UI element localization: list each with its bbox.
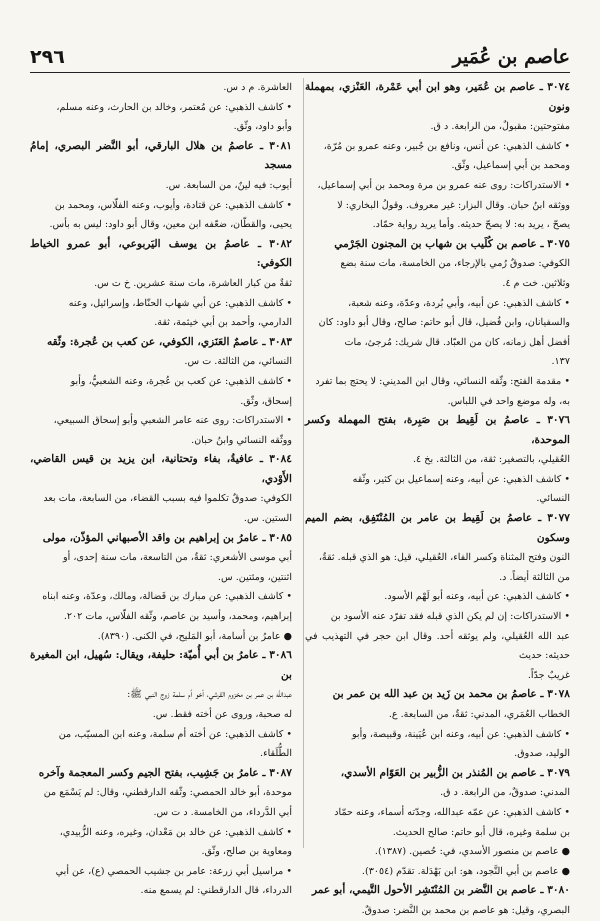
text-line: له صحبة، وروى عن أخته فقط. س. <box>152 709 292 720</box>
text-line: ١٣٧. <box>551 356 570 368</box>
text-line: العاشرة. م د س. <box>223 82 292 93</box>
text-line: • كاشف الذهبي: عن أبي شهاب الحنّاط، وإسرائيل، وعنه <box>68 297 292 309</box>
text-line: ومعاوية بن صالح، وثّق. <box>201 846 292 858</box>
header-rule <box>30 72 570 73</box>
text-line: عبدالله بن عمر بن مخزوم القرشي، أخو أم سلمة زوج النبي ﷺ: <box>127 689 292 701</box>
text-line: ● عاصم بن منصور الأسدي، في: حُصين. (١٣٨٧). <box>374 846 570 858</box>
text-line: • كاشف الذهبي: عن أبيه، وأبي بُردة، وعدّة، وعنه شعبة، <box>348 297 570 309</box>
text-line: ● عاصم بن أبي النَّجود، هو: ابن بَهْدَلة. تقدّم (٣٠٥٤). <box>361 865 570 877</box>
text-line: • كاشف الذهبي: عن عمّه عبدالله، وجدّته أسماء، وعنه حمّاد <box>334 806 570 818</box>
entry-heading-line: ٣٠٨٢ ـ عاصمُ بن يوسف اليَربوعي، أبو عمرو الخياط الكوفي: <box>30 237 292 270</box>
text-line: اثنتين، ومئتين. س. <box>217 571 292 583</box>
text-line: أفضل أهل زمانه، كان من العبّاد. قال شريك: مُرجئ، مات <box>344 336 570 348</box>
text-line: • الاستدراكات: روى عنه عامر الشعبي وأبو إسحاق السبيعي، <box>53 415 292 427</box>
text-line: موحدة، أبو خالد الحمصي: وثّقه الدارقطني، وقال: لم يَسْمَع من <box>43 787 292 799</box>
text-line: من الثالثة أيضاً. د. <box>499 571 570 583</box>
text-line: المدني: صدوقٌ، من الرابعة. د ق. <box>440 787 570 799</box>
text-line: بن سلمة وغيره، قال أبو حاتم: صالح الحديث. <box>392 826 570 838</box>
text-line: • مقدمة الفتح: وثّقه النسائي، وقال ابن المديني: لا يحتج بما تفرد <box>315 375 570 387</box>
text-line: • كاشف الذهبي: عن أبيه، وعنه إسماعيل بن كثير، وثّقه <box>352 473 570 485</box>
text-line: ووثّقه النسائي وابنُ حبان. <box>191 434 292 446</box>
text-line: به، وله موضع واحد في اللباس. <box>447 395 570 407</box>
page-number: ٢٩٦ <box>30 46 65 68</box>
text-line: وثلاثين. خت م ٤. <box>502 277 570 289</box>
column-divider <box>303 78 304 848</box>
text-line: • كاشف الذهبي: عن خالد بن مَعْدان، وغيره، وعنه الزُّبيدي، <box>59 826 292 838</box>
text-line: • الاستدراكات: روى عنه عمرو بن مرة ومحمد بن أبي إسماعيل، <box>317 179 570 191</box>
entry-heading-line: ٣٠٧٦ ـ عاصمُ بن لَقِيط بن صَبِرة، بفتح المهملة وكسر الموحدة، <box>305 414 570 446</box>
text-line: مفتوحتين: مقبولٌ، من الرابعة. د ق. <box>430 121 570 133</box>
text-line: • كاشف الذهبي: عن أنس، ونافع بن جُبير، وعنه عمرو بن مُرّة، <box>323 140 570 152</box>
text-line: • كاشف الذهبي: عن مُعتمر، وخالد بن الحارث، وعنه مسلم، <box>56 101 292 113</box>
entry-heading-line: ٣٠٨٦ ـ عامرُ بن أبي أُميّة: حليفة، ويقال: سُهيل، ابن المغيرة بن <box>30 649 292 681</box>
entry-heading-line: ٣٠٧٩ ـ عاصم بن المُنذر بن الزُّبير بن العَوّام الأسدي، <box>340 766 570 779</box>
text-line: يحيى، والقطّان، ضعّفه ابن معين، وقال أبو داود: ليس به بأس. <box>49 219 292 231</box>
text-line: • كاشف الذهبي: عن أبيه، وعنه ابن عُيَينة، وقبيصة، وأبو <box>351 728 570 740</box>
text-line: • كاشف الذهبي: عن أبيه، وعنه أبو لَهْم الأسود. <box>384 591 570 603</box>
text-line: الدرداء، قال الدارقطني: لم يسمع منه. <box>140 885 292 897</box>
running-title: عاصم بن عُمَير <box>452 46 570 68</box>
right-column <box>305 78 570 916</box>
entry-heading-line: ٣٠٨١ ـ عاصمُ بن هلال البارقي، أبو النَّضر البصري، إمامُ مسجد <box>30 139 292 172</box>
entry-heading-line: ٣٠٨٣ ـ عاصمٌ العَنَزي، الكوفي، عن كعب بن عُجرة: وثّقه <box>46 335 292 348</box>
text-line: عبد الله العُقيلي، ولم يوثقه أحد. وقال ابن حجر في التهذيب في حديثه: حديث <box>305 630 570 662</box>
text-line: وأبو داود، وثّق. <box>233 121 292 133</box>
text-line: يصحّ ، يريد به: لا يصحّ حديثه. وأما يريد رواية حمّاد. <box>372 219 570 231</box>
entry-heading-line: ٣٠٧٧ ـ عاصمُ بن لَقِيط بن عامر بن المُنْتَفِق، بضم الميم وسكون <box>305 512 570 544</box>
text-line: الخطاب العُمَري، المدني: ثقةٌ، من السابعة. ع. <box>388 709 570 720</box>
text-line: ثقةٌ من كبار العاشرة، مات سنة عشرين. خ ت س. <box>94 277 292 289</box>
entry-heading-line: ٣٠٧٨ ـ عاصمُ بن محمد بن زَيد بن عبد الله بن عمر بن <box>332 688 570 701</box>
entry-heading-line: ٣٠٨٧ ـ عامرُ بن جَشِيب، بفتح الجيم وكسر المعجمة وآخره <box>38 766 292 779</box>
text-line: النسائي، من الثالثة. ت س. <box>184 356 292 368</box>
text-line: والسفيانان، وابن فُضيل، قال أبو حاتم: صالح، وقال أبو داود: كان <box>318 317 570 329</box>
text-line: أيوب: فيه لينٌ، من السابعة. س. <box>165 179 292 191</box>
text-line: ووثقه ابنُ حبان. وقال البزار: غير معروف. وقولُ البخاري: لا <box>337 199 570 211</box>
text-line: الوليد، صدوق. <box>514 748 570 760</box>
entry-heading-line: ٣٠٨٠ ـ عاصم بن النَّضر بن المُنْتَشِر الأحول التَّيمي، أبو عمر <box>311 884 570 897</box>
text-line: • الاستدراكات: إن لم يكن الذي قبله فقد تفرّد عنه الأسود بن <box>330 611 570 623</box>
entry-heading-line: ٣٠٧٥ ـ عاصم بن كُلَيب بن شهاب بن المجنون الجَرْمي <box>334 237 570 250</box>
text-line: النون وفتح المثناة وكسر الفاء، العُقيلي، قيل: هو الذي قبله. ثقةٌ، <box>318 552 570 564</box>
text-line: الطُّلَقاء. <box>260 748 292 760</box>
text-line: الكوفي: صدوقٌ تكلموا فيه بسبب القضاء، من السابعة، مات بعد <box>43 493 292 505</box>
text-line: البصري، وقيل: هو عاصم بن محمد بن النَّضر: صدوقٌ. <box>361 904 570 916</box>
text-line: ومحمد بن أبي إسماعيل، وثّق. <box>451 160 570 172</box>
text-line: • كاشف الذهبي: عن كعب بن عُجرة، وعنه الشعبيُّ، وأبو <box>70 375 292 387</box>
text-line: أبي الدَّرداء، من الخامسة. د ت س. <box>153 806 292 818</box>
text-line: • مراسيل أبي زرعة: عامر بن جشيب الحمصي (ع)، عن أبي <box>55 865 292 877</box>
text-line: إبراهيم، ومحمد، وأسيد بن عاصم، وثّقه الفلّاس، مات ٢٠٢. <box>63 611 292 623</box>
entry-heading-line: ٣٠٨٥ ـ عامرُ بن إبراهيم بن واقد الأصبهاني المؤذّن، مولى <box>42 531 292 544</box>
text-line: أبي موسى الأشعري: ثقةٌ، من التاسعة، مات سنة إحدى، أو <box>63 552 292 564</box>
text-line: النسائي. <box>536 493 570 505</box>
text-line: الستين. س. <box>243 513 292 525</box>
text-line: • كاشف الذهبي: عن أخته أم سلمة، وعنه ابن المسيّب، من <box>58 728 292 740</box>
text-line: ● عامرُ بن أسامة، أبو المَليح، في الكنى. (٨٣٩٠). <box>97 630 292 642</box>
entry-heading-line: ٣٠٨٤ ـ عافيةُ، بفاء وتحتانية، ابن يزيد بن قيس القاضي، الأَوْدي، <box>30 453 292 485</box>
text-line: • كاشف الذهبي: عن مبارك بن فَضالة، ومالك، وعدّة، وعنه ابناه <box>42 591 292 603</box>
text-line: العُقيلي، بالتصغير: ثقة، من الثالثة. بخ ٤. <box>412 454 570 466</box>
entry-heading-line: ٣٠٧٤ ـ عاصم بن عُمَير، وهو ابن أبي عَمْرة، العَنْزي، بمهملة ونون <box>305 81 570 113</box>
page-header <box>30 40 570 74</box>
text-line: غريبٌ جدّاً. <box>527 669 570 681</box>
text-line: الكوفي: صدوقٌ رُمي بالإرجاء، من الخامسة، مات سنة بضع <box>340 258 570 270</box>
text-line: الدارمي، وأحمد بن أبي خيثمة، ثقة. <box>154 317 292 329</box>
text-line: • كاشف الذهبي: عن قتادة، وأيوب، وعنه الفلّاس، ومحمد بن <box>54 199 292 211</box>
left-column <box>30 78 292 897</box>
text-line: إسحاق، وثّق. <box>240 395 292 407</box>
